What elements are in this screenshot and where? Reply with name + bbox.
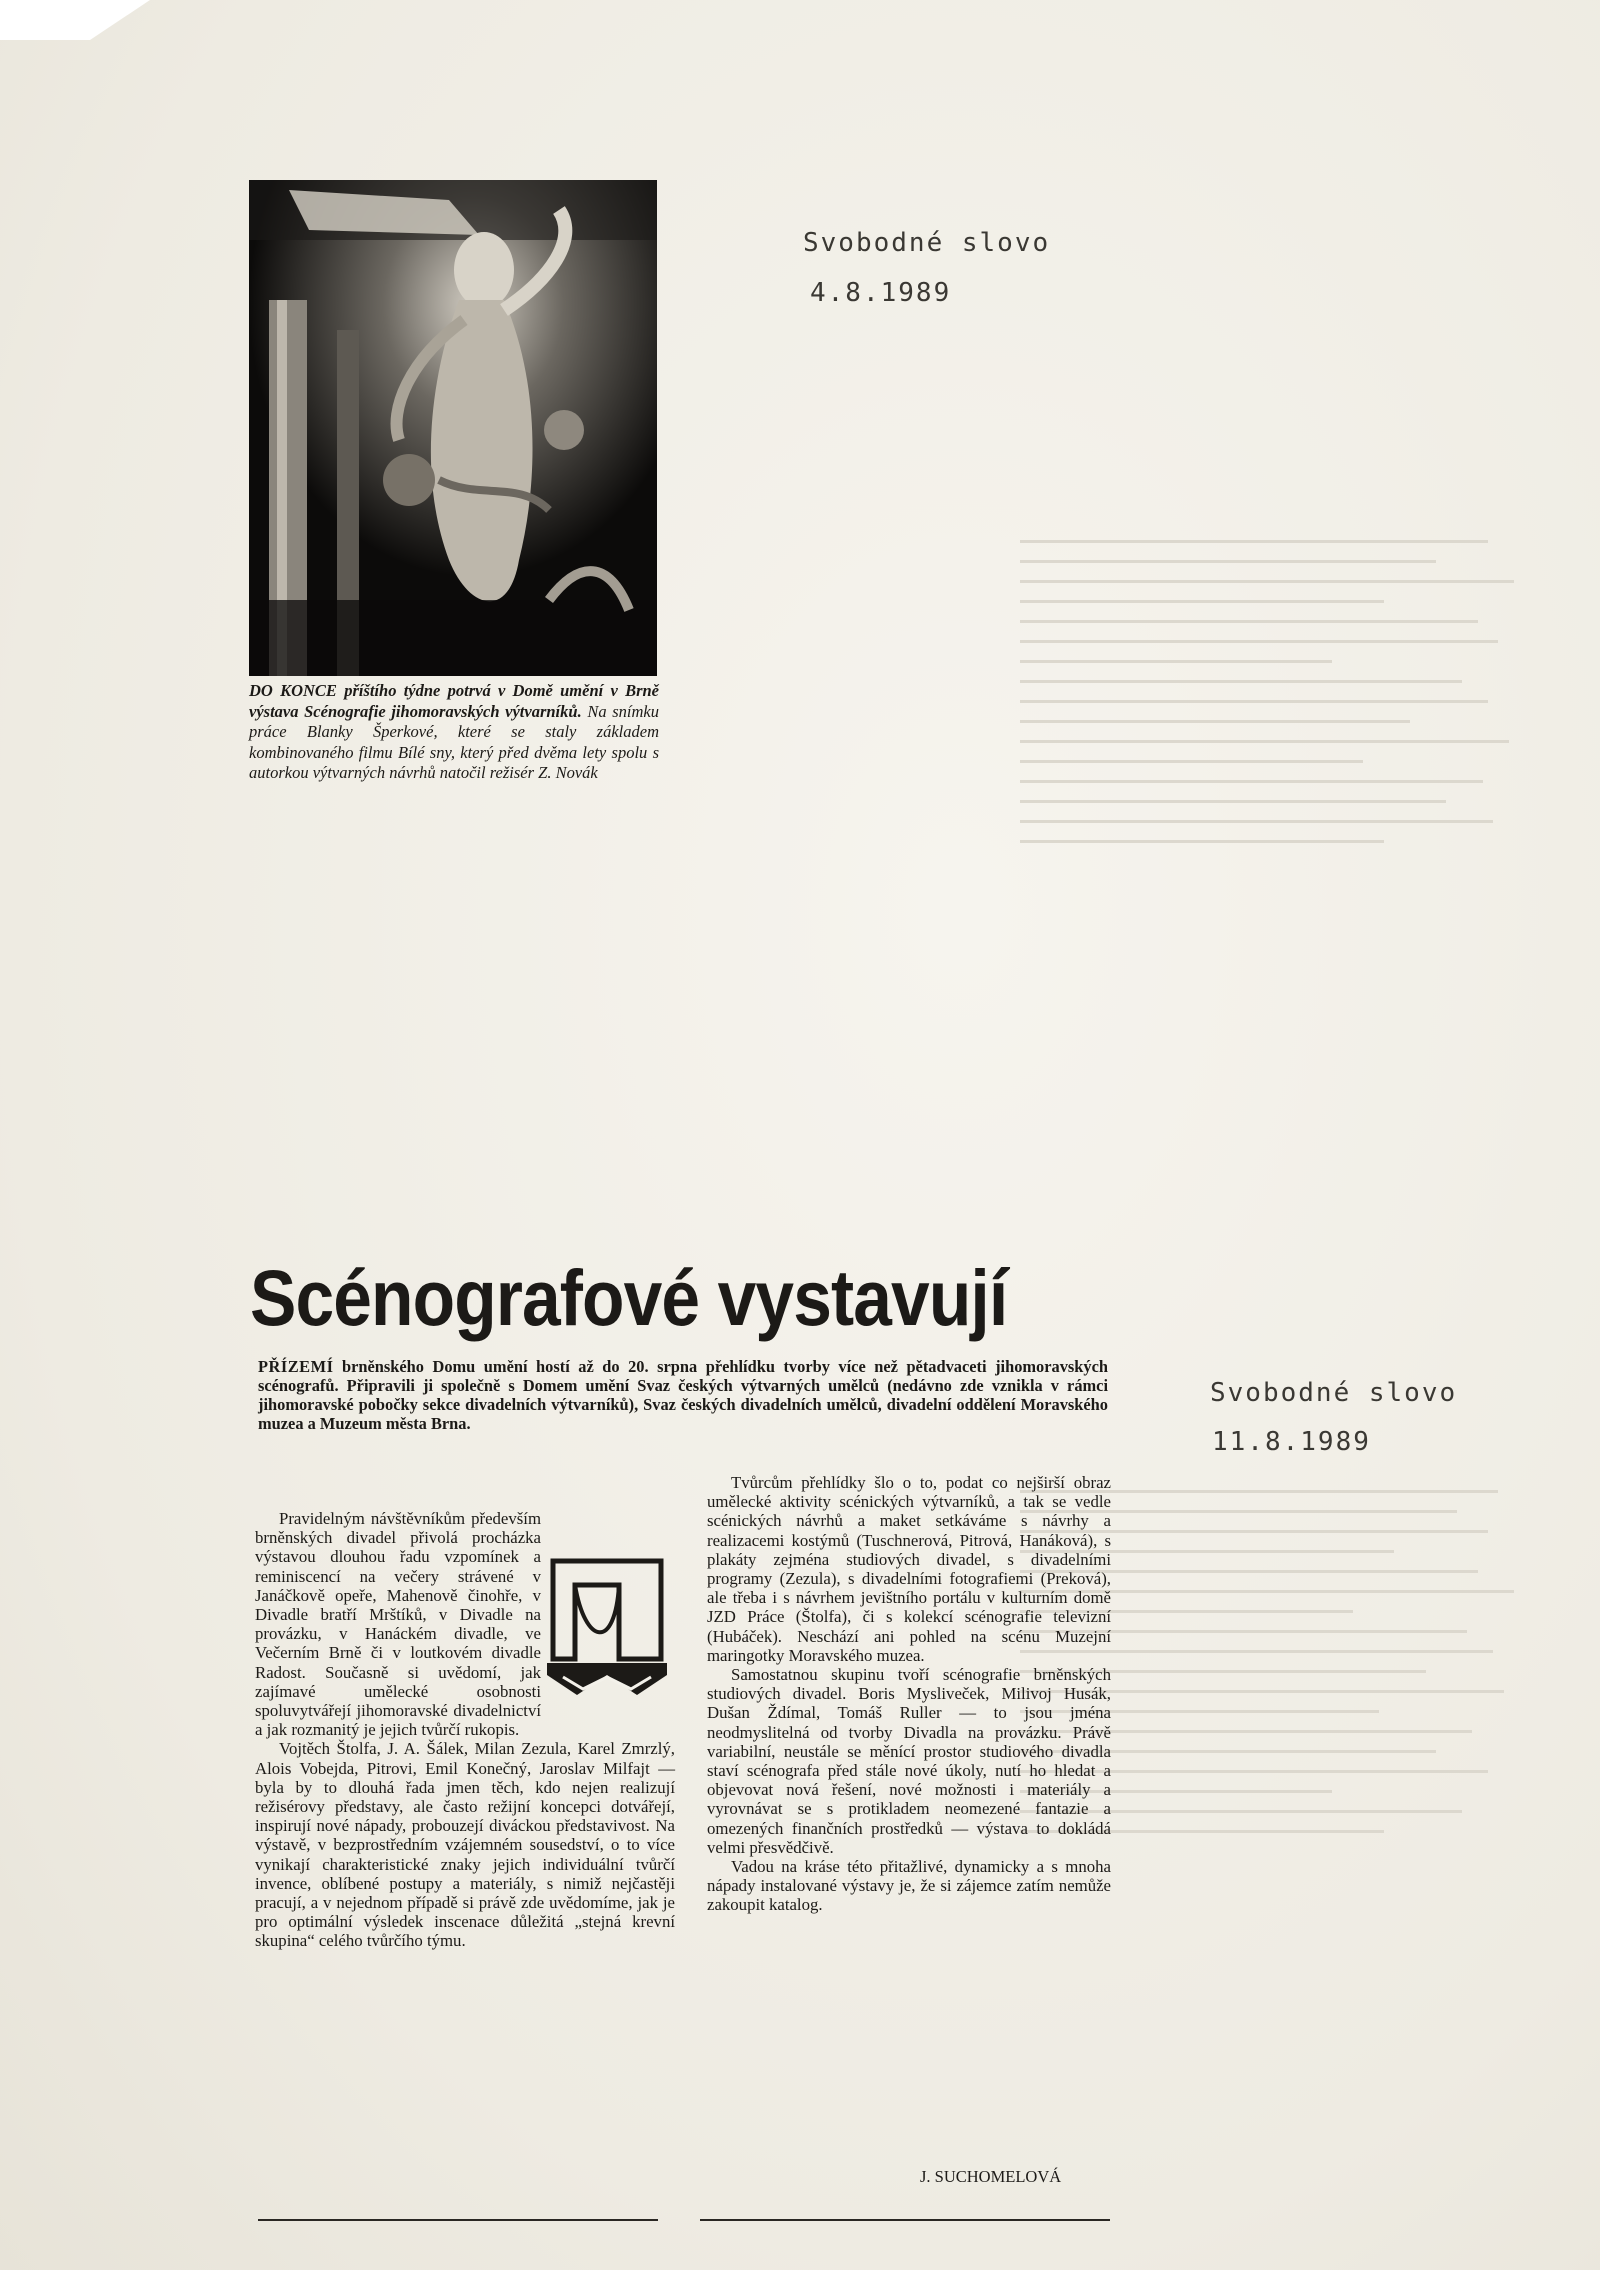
article-author: J. SUCHOMELOVÁ [920,2167,1062,2186]
source-date-1: 4.8.1989 [810,278,952,308]
caption-text: Na snímku práce Blanky Šperkové, které se staly základem kombinovaného filmu Bílé sny, který před dvěma lety spolu s autorkou výtvarných návrhů natočil režisér Z. Novák [249,701,660,782]
reverse-side-bleed [1020,540,1540,860]
source-label-1: Svobodné slovo [803,228,1051,258]
photo-caption [249,681,659,784]
right-paragraph: Samostatnou skupinu tvoří scénografie brněnských studiových divadel. Boris Mysliveček, Milivoj Husák, Dušan Ždímal, Tomáš Ruller — to jsou jména neodmyslitelná od tvorby Divadla na provázku. Právě variabilní, neustále se měnící prostor studiového divadla staví scénografa před stále nové úkoly, nutí ho hledat a objevovat nová řešení, nové možnosti i materiály a vyrovnávat se s protikladem neomezené fantazie a omezených finančních prostředků — výstava to dokládá velmi přesvědčivě. [707,1665,1111,1857]
section-logo [545,1555,669,1705]
scenography-figure-image [249,180,657,676]
intro-lead: PŘÍZEMÍ [258,1357,334,1376]
right-paragraph: Vadou na kráse této přitažlivé, dynamicky a s mnoha nápady instalované výstavy je, že si zájemce zatím nemůže zakoupit katalog. [707,1857,1111,1915]
article-headline: Scénografové vystavují [250,1253,1008,1342]
left-paragraph: Pravidelným návštěvníkům především brněnských divadel přivolá procházka výstavou dlouhou řadu vzpomínek a reminiscencí na večery strávené v Janáčkově opeře, Mahenově činohře, v Divadle bratří Mrštíků, v Divadle na provázku, v Hanáckém divadle, ve Večerním Brně či v loutkovém divadle Radost. Současně si uvědomí, jak zajímavé umělecké osobnosti spoluvytvářejí jihomoravské divadelnictví a jak rozmanitý je jejich tvůrčí rukopis. [255,1509,541,1740]
left-paragraph: Vojtěch Štolfa, J. A. Šálek, Milan Zezula, Karel Zmrzlý, Alois Vobejda, Pitrovi, Emil Konečný, Jaroslav Milfajt — byla by to dlouhá řada jmen těch, kdo nejen realizují režisérovy představy, ale často režijní koncepci dotvářejí, inspirují nové nápady, probouzejí diváckou představivost. Na výstavě, v bezprostředním vzájemném sousedství, o to více vynikají charakteristické znaky jejich individuální tvůrčí invence, oblíbené postupy a materiály, s nimiž nejčastěji pracují, a v nejednom případě si právě zde uvědomíme, jak je pro optimální výsledek inscenace důležitá „stejná krevní skupina“ celého tvůrčího týmu. [255,1739,675,1951]
caption-lead: DO KONCE příštího týdne potrvá v Domě umění v Brně výstava Scénografie jihomoravských výtvarníků. [249,681,659,721]
source-label-2: Svobodné slovo [1210,1378,1458,1408]
intro-text: brněnského Domu umění hostí až do 20. srpna přehlídku tvorby více než pětadvaceti jihomoravských scénografů. Připravili ji společně s Domem umění Svaz českých výtvarných umělců (nedávno zde vznikla v rámci jihomoravské pobočky sekce divadelních výtvarníků), Svaz českých divadelních umělců, divadelní oddělení Moravského muzea a Muzeum města Brna. [258,1357,1108,1433]
source-date-2: 11.8.1989 [1212,1427,1371,1457]
bottom-rule-right [700,2219,1110,2221]
right-paragraph: Tvůrcům přehlídky šlo o to, podat co nejširší obraz umělecké aktivity scénických výtvarníků, a tak se vedle scénických návrhů a maket setkáváme s návrhy a realizacemi kostýmů (Tuschnerová, Pitrová, Hanáková), s plakáty zejména studiových divadel, s divadelními programy (Zezula), s divadelními fotografiemi (Preková), ale třeba i s návrhem jevištního portálu v kulturním domě JZD Práce (Štolfa), či s kolekcí scénografie televizní (Hubáček). Neschází ani pohled na scénu Muzejní maringotky Moravského muzea. [707,1473,1111,1665]
exhibition-photo [249,180,657,676]
article-column-right [707,1473,1111,1915]
article-intro [258,1357,1108,1433]
theatre-mask-logo-icon [545,1555,669,1705]
bottom-rule-left [258,2219,658,2221]
